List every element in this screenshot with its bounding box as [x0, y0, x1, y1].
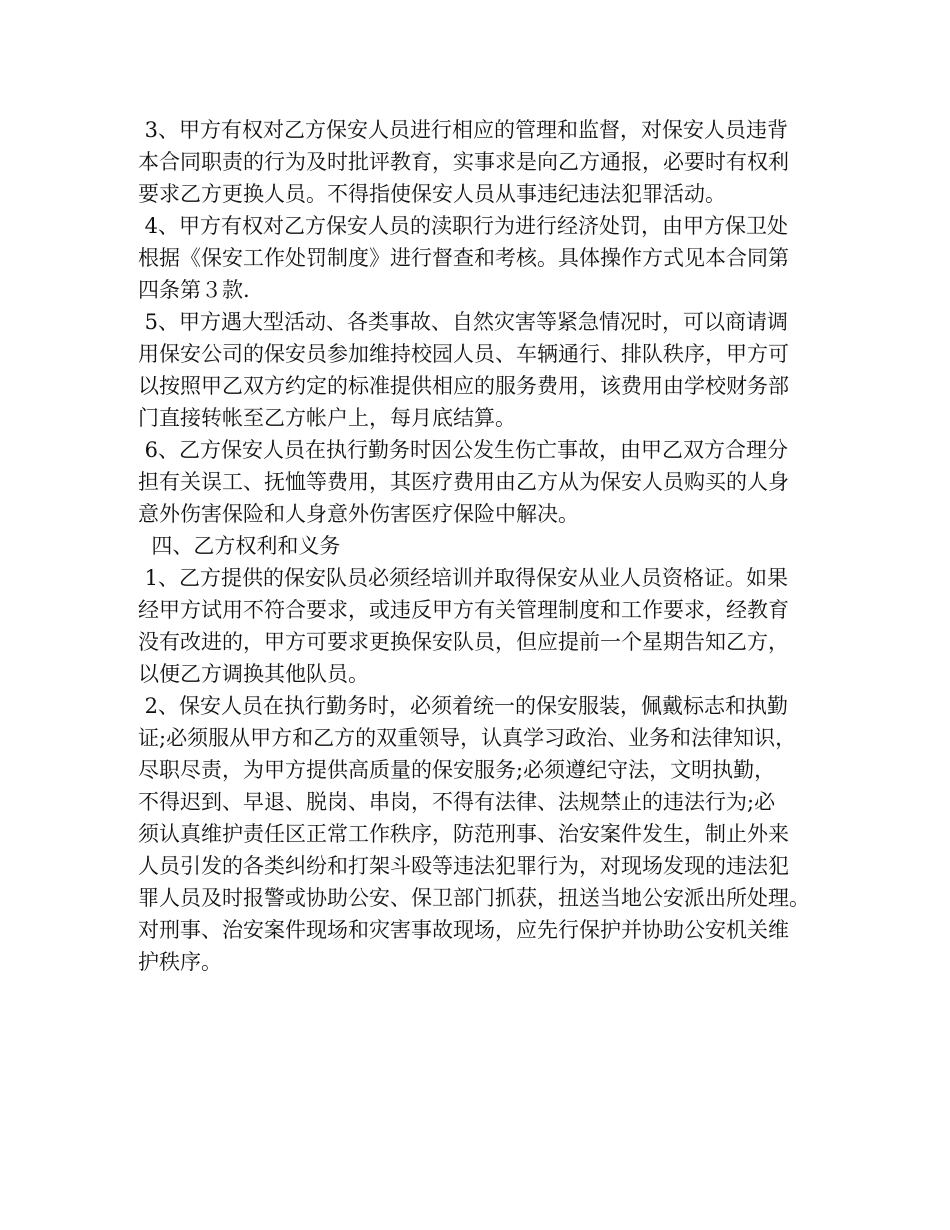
text-line: 要求乙方更换人员。不得指使保安人员从事违纪违法犯罪活动。	[138, 182, 726, 206]
text-line: 意外伤害保险和人身意外伤害医疗保险中解决。	[138, 502, 579, 526]
text-line: 本合同职责的行为及时批评教育，实事求是向乙方通报，必要时有权利	[138, 150, 789, 174]
document-body	[138, 114, 818, 978]
text-line: 人员引发的各类纠纷和打架斗殴等违法犯罪行为，对现场发现的违法犯	[138, 854, 789, 878]
text-line: 5、甲方遇大型活动、各类事故、自然灾害等紧急情况时，可以商请调	[138, 310, 789, 334]
text-line: 2、保安人员在执行勤务时，必须着统一的保安服装，佩戴标志和执勤	[138, 694, 789, 718]
text-line: 尽职尽责，为甲方提供高质量的保安服务;必须遵纪守法，文明执勤，	[138, 758, 776, 782]
text-line: 不得迟到、早退、脱岗、串岗，不得有法律、法规禁止的违法行为;必	[138, 790, 776, 814]
text-line: 担有关误工、抚恤等费用，其医疗费用由乙方从为保安人员购买的人身	[138, 470, 789, 494]
text-line: 四条第３款.	[138, 278, 250, 302]
text-line: 6、乙方保安人员在执行勤务时因公发生伤亡事故，由甲乙双方合理分	[138, 438, 789, 462]
text-line: 1、乙方提供的保安队员必须经培训并取得保安从业人员资格证。如果	[138, 566, 789, 590]
text-line: 以便乙方调换其他队员。	[138, 662, 369, 686]
text-line: 没有改进的，甲方可要求更换保安队员，但应提前一个星期告知乙方，	[138, 630, 789, 654]
text-line: 须认真维护责任区正常工作秩序，防范刑事、治安案件发生，制止外来	[138, 822, 789, 846]
text-line: 证;必须服从甲方和乙方的双重领导，认真学习政治、业务和法律知识，	[138, 726, 797, 750]
text-line: 3、甲方有权对乙方保安人员进行相应的管理和监督，对保安人员违背	[138, 118, 789, 142]
text-line: 根据《保安工作处罚制度》进行督查和考核。具体操作方式见本合同第	[138, 246, 789, 270]
text-line: 罪人员及时报警或协助公安、保卫部门抓获，扭送当地公安派出所处理。	[138, 886, 810, 910]
text-line: 经甲方试用不符合要求，或违反甲方有关管理制度和工作要求，经教育	[138, 598, 789, 622]
text-line: 门直接转帐至乙方帐户上，每月底结算。	[138, 406, 516, 430]
section-heading: 四、乙方权利和义务	[138, 534, 341, 558]
text-line: 用保安公司的保安员参加维持校园人员、车辆通行、排队秩序，甲方可	[138, 342, 789, 366]
text-line: 4、甲方有权对乙方保安人员的渎职行为进行经济处罚，由甲方保卫处	[138, 214, 789, 238]
text-line: 护秩序。	[138, 950, 222, 974]
text-line: 以按照甲乙双方约定的标准提供相应的服务费用，该费用由学校财务部	[138, 374, 789, 398]
text-line: 对刑事、治安案件现场和灾害事故现场，应先行保护并协助公安机关维	[138, 918, 789, 942]
